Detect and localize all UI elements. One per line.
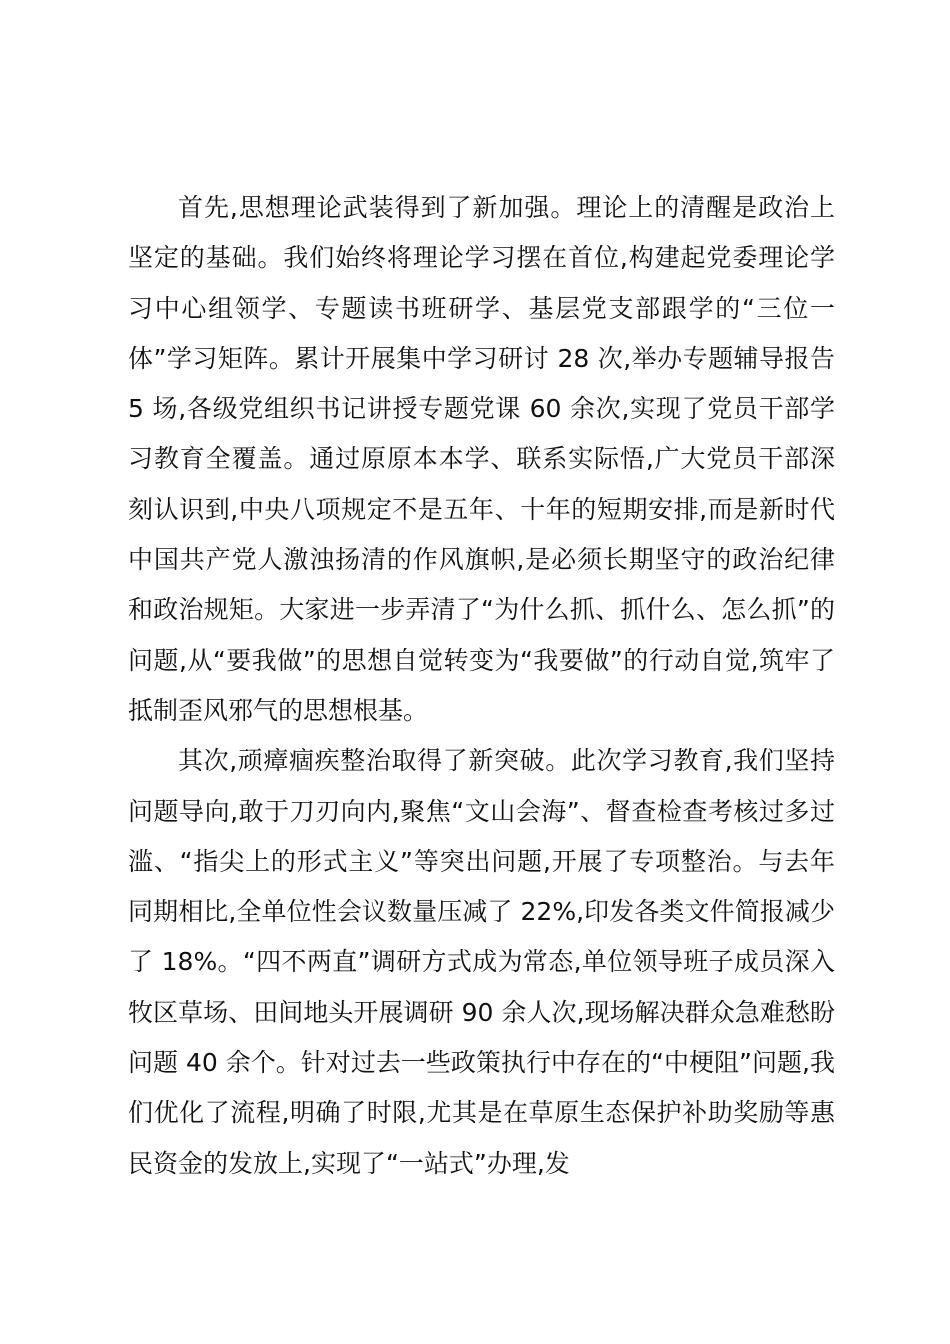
paragraph-theory-study: 首先,思想理论武装得到了新加强。理论上的清醒是政治上坚定的基础。我们始终将理论学习摆在首位,构建起党委理论学习中心组领学、专题读书班研学、基层党支部跟学的“三位一体”学习矩阵。累计开展集中学习研讨 28 次,举办专题辅导报告 5 场,各级党组织书记讲授专题党课 60 余次,实现了党员干部学习教育全覆盖。通过原原本本学、联系实际悟,广大党员干部深刻认识到,中央八项规定不是五年、十年的短期安排,而是新时代中国共产党人激浊扬清的作风旗帜,是必须长期坚守的政治纪律和政治规矩。大家进一步弄清了“为什么抓、抓什么、怎么抓”的问题,从“要我做”的思想自觉转变为“我要做”的行动自觉,筑牢了抵制歪风邪气的思想根基。: [128, 193, 835, 725]
paragraph-problem-rectification: 其次,顽瘴痼疾整治取得了新突破。此次学习教育,我们坚持问题导向,敢于刀刃向内,聚焦“文山会海”、督查检查考核过多过滥、“指尖上的形式主义”等突出问题,开展了专项整治。与去年同期相比,全单位性会议数量压减了 22%,印发各类文件简报减少了 18%。“四不两直”调研方式成为常态,单位领导班子成员深入牧区草场、田间地头开展调研 90 余人次,现场解决群众急难愁盼问题 40 余个。针对过去一些政策执行中存在的“中梗阻”问题,我们优化了流程,明确了时限,尤其是在草原生态保护补助奖励等惠民资金的发放上,实现了“一站式”办理,发: [128, 746, 835, 1178]
document-body: [128, 183, 835, 1189]
